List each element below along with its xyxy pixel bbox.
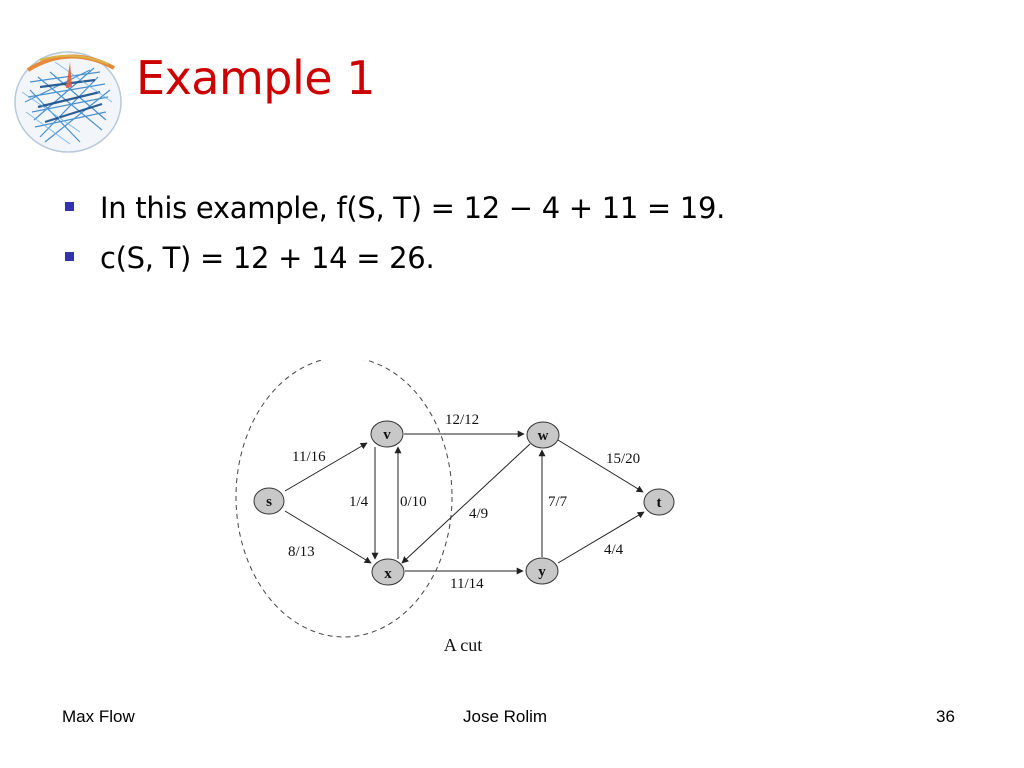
node-label-t: t	[656, 495, 662, 511]
page-number: 36	[936, 707, 955, 726]
node-v	[371, 421, 403, 447]
node-y	[526, 558, 558, 584]
bullet-text: c(S, T) = 12 + 14 = 26.	[100, 241, 435, 275]
node-label-x: x	[384, 566, 392, 582]
bullet-item-flow	[60, 188, 725, 238]
bullet-list	[60, 188, 725, 288]
slide-title: Example 1	[136, 51, 375, 105]
edge-label-w-t: 15/20	[606, 451, 641, 467]
edge-y-t	[558, 512, 644, 563]
square-bullet-icon	[65, 252, 74, 261]
node-label-w: w	[537, 428, 549, 444]
node-label-s: s	[266, 494, 272, 510]
edge-label-v-w: 12/12	[445, 412, 480, 428]
diagram-caption: A cut	[443, 635, 483, 655]
edge-label-s-v: 11/16	[292, 449, 326, 465]
bullet-text: In this example, f(S, T) = 12 − 4 + 11 = 19.	[100, 191, 726, 225]
footer-title: Max Flow	[62, 707, 135, 726]
edge-label-y-t: 4/4	[604, 542, 624, 558]
edge-label-w-x: 4/9	[469, 506, 489, 522]
node-label-v: v	[383, 427, 391, 443]
edge-label-x-v: 0/10	[400, 494, 427, 510]
square-bullet-icon	[65, 202, 74, 211]
node-w	[527, 422, 559, 448]
node-x	[372, 559, 404, 585]
node-s	[254, 488, 284, 514]
logo-graphic	[10, 42, 128, 158]
node-label-y: y	[538, 564, 546, 580]
edge-label-y-w: 7/7	[548, 494, 568, 510]
bullet-item-capacity	[60, 238, 725, 288]
node-t	[644, 489, 674, 515]
edge-label-x-y: 11/14	[450, 576, 484, 592]
flow-network-diagram	[230, 360, 690, 660]
edge-label-s-x: 8/13	[288, 544, 315, 560]
edge-label-v-x: 1/4	[349, 494, 369, 510]
footer-author: Jose Rolim	[463, 707, 548, 726]
